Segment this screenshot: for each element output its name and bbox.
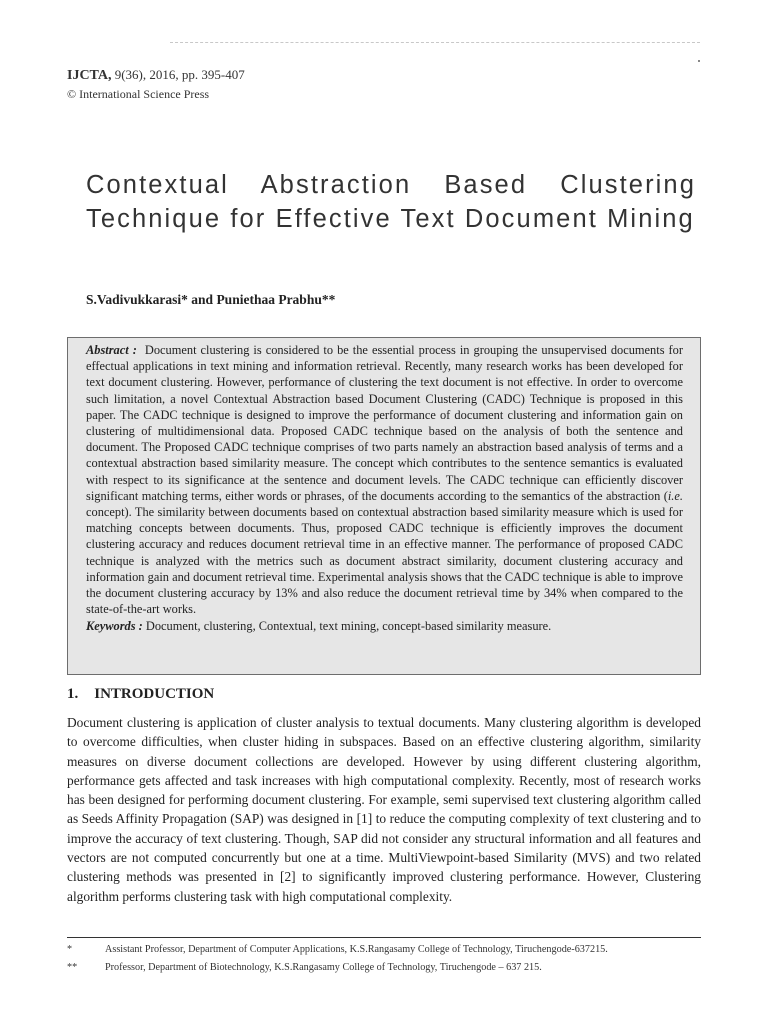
journal-info: 9(36), 2016, pp. 395-407 — [114, 67, 245, 82]
abstract-ie: i.e. — [667, 488, 683, 503]
journal-citation — [67, 66, 245, 84]
paper-authors: S.Vadivukkarasi* and Puniethaa Prabhu** — [86, 292, 336, 307]
section-number: 1. — [67, 686, 79, 702]
keywords-paragraph — [86, 618, 683, 634]
footnote-mark: * — [67, 944, 73, 955]
header-dot — [698, 60, 700, 62]
abstract-text-1: Document clustering is considered to be the essential process in grouping the unsupervised documents for effectual applications in text mining and information retrieval. Recently, many research works has been developed for text document clustering. However, performance of clustering the text document is not effective. In order to overcome such limitation, a novel Contextual Abstraction based Document Clustering (CADC) Technique is proposed in this paper. The CADC technique is designed to improve the performance of document clustering and information gain on clustering of multidimensional data. Proposed CADC technique based on the analysis of both the sentence and document. The Proposed CADC technique comprises of two parts namely an abstraction based analysis of terms and a contextual abstraction based similarity measure. The concept which contributes to the sentence semantics is evaluated with respect to its significance at the sentence and document levels. The CADC technique can efficiently discover significant matching terms, either words or phrases, of the documents according to the semantics of the abstraction ( — [86, 343, 683, 503]
paper-title: Contextual Abstraction Based Clustering Technique for Effective Text Document Mining — [86, 171, 696, 233]
introduction-body: Document clustering is application of cluster analysis to textual documents. Many clustering algorithm is developed to overcome difficulties, when cluster hiding in subspaces. Based on an effective clustering algorithm, similarity measures on diverse document collections are developed. However by using different clustering algorithm, performance gets affected and task increases with high computational complexity. Recently, most of research works has been designed for performing document clustering. For example, semi supervised text clustering algorithm called as Seeds Affinity Propagation (SAP) was designed in [1] to reduce the computing complexity of text clustering and to improve the accuracy of text clustering. Though, SAP did not consider any structural information and all features and vectors are not computed concurrently but one at a time. MultiViewpoint-based Similarity (MVS) and two related clustering methods was presented in [2] to significantly improved clustering performance. However, Clustering algorithm performs clustering task with high computational complexity. — [67, 715, 701, 904]
footnote-text: Assistant Professor, Department of Computer Applications, K.S.Rangasamy College of Technology, Tiruchengode-637215. — [105, 944, 608, 955]
abstract-box — [67, 337, 701, 675]
footnote-2 — [67, 961, 542, 975]
footnote-text: Professor, Department of Biotechnology, K.S.Rangasamy College of Technology, Tiruchengode – 637 215. — [105, 962, 542, 973]
publisher: © International Science Press — [67, 87, 210, 101]
abstract-paragraph — [86, 342, 683, 617]
section-title: INTRODUCTION — [94, 686, 215, 702]
abstract-text-2: concept). The similarity between documents based on contextual abstraction based similarity measure which is used for matching concepts between documents. Thus, proposed CADC technique is efficiently improves the document clustering accuracy and reduces document retrieval time in an effective manner. The performance of proposed CADC technique is analyzed with the metrics such as document abstract similarity, document clustering accuracy and information gain and document retrieval time. Experimental analysis shows that the CADC technique is able to improve the document clustering accuracy by 13% and also reduce the document retrieval time by 34% when compared to the state-of-the-art works. — [86, 505, 683, 617]
keywords-text: Document, clustering, Contextual, text mining, concept-based similarity measure. — [142, 619, 552, 634]
footnote-mark: ** — [67, 962, 78, 973]
header-rule — [170, 42, 700, 44]
footnote-rule — [67, 937, 701, 938]
journal-name: IJCTA, — [67, 68, 112, 83]
abstract-label: Abstract : — [86, 343, 137, 357]
footnote-1 — [67, 943, 608, 957]
keywords-label: Keywords : — [86, 619, 143, 634]
section-heading — [67, 686, 214, 703]
